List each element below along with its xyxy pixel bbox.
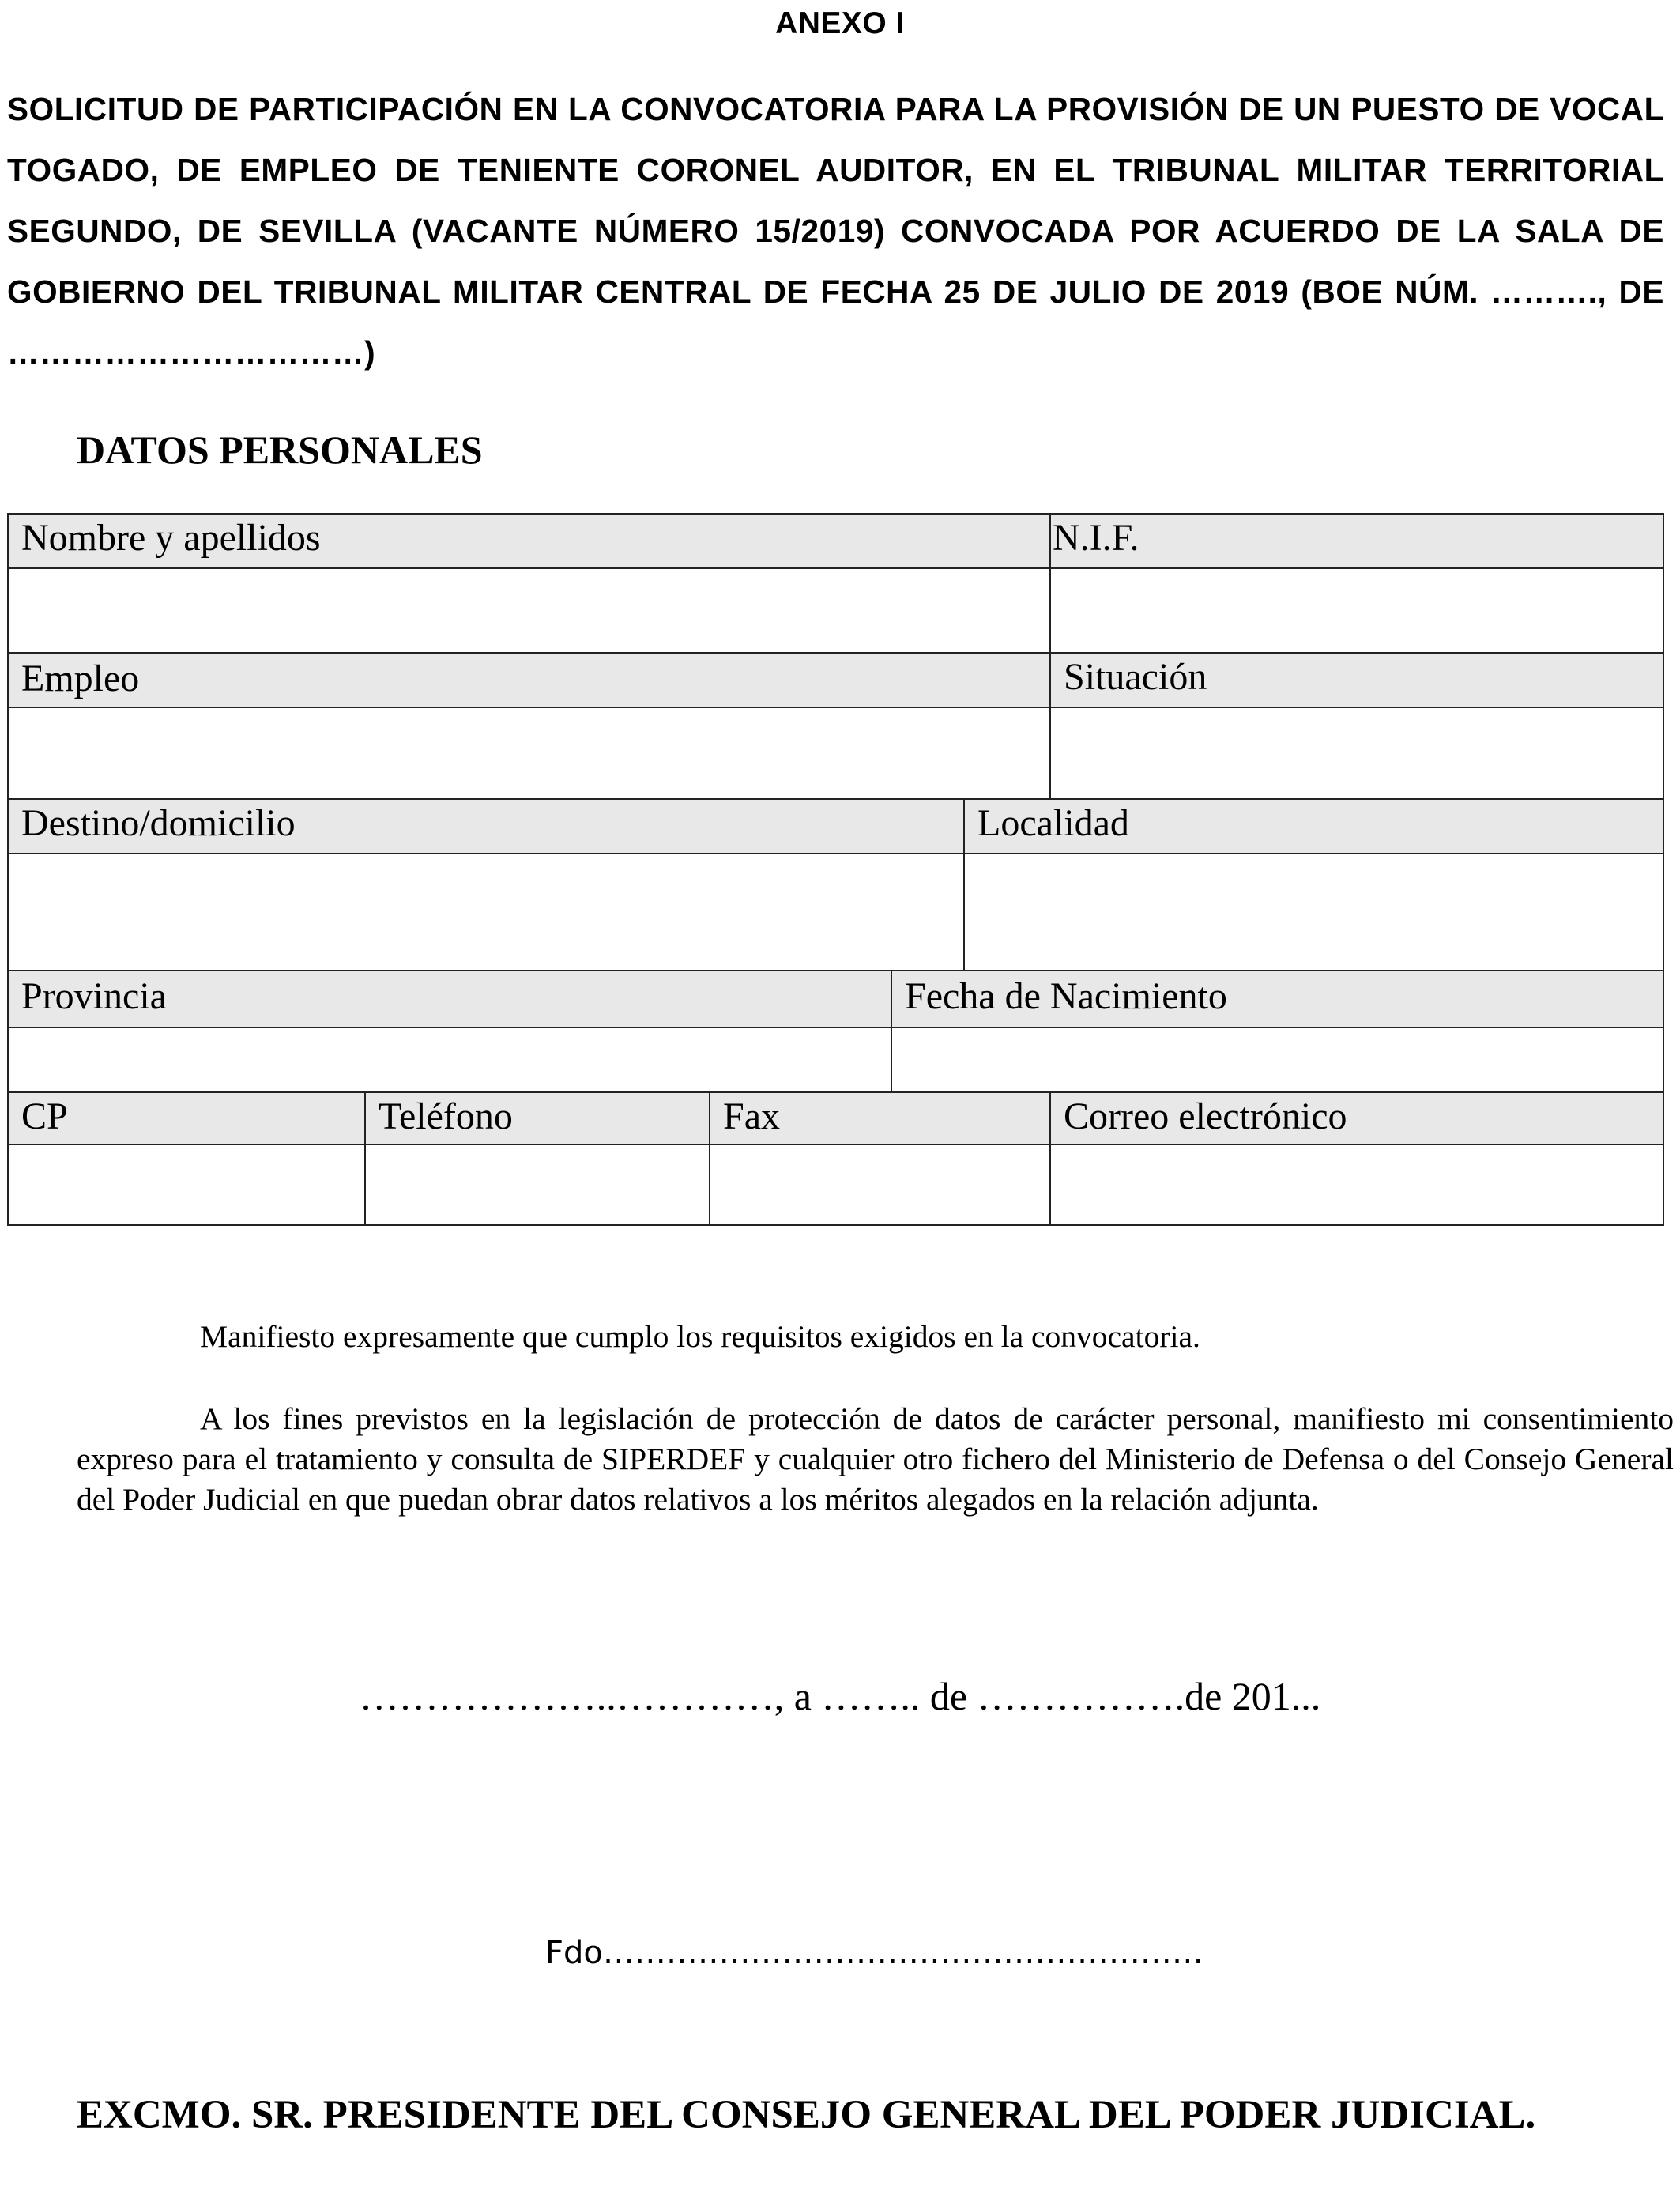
section-title-personal-data: DATOS PERSONALES bbox=[77, 428, 483, 472]
requirements-statement: Manifiesto expresamente que cumplo los requisitos exigidos en la convocatoria. bbox=[200, 1319, 1200, 1354]
label-localidad: Localidad bbox=[965, 800, 1663, 854]
addressee: EXCMO. SR. PRESIDENTE DEL CONSEJO GENERAL DEL PODER JUDICIAL. bbox=[77, 2093, 1536, 2137]
label-destino-domicilio: Destino/domicilio bbox=[9, 800, 965, 854]
label-correo-electronico: Correo electrónico bbox=[1051, 1093, 1663, 1145]
input-nombre-apellidos[interactable] bbox=[9, 569, 1051, 654]
input-cp[interactable] bbox=[9, 1145, 366, 1224]
label-cp: CP bbox=[9, 1093, 366, 1145]
input-correo-electronico[interactable] bbox=[1051, 1145, 1663, 1224]
data-protection-consent: A los fines previstos en la legislación de protección de datos de carácter personal, manifiesto mi consentimiento expreso para el tratamiento y consulta de SIPERDEF y cualquier otro fichero del Ministerio de Defensa o del Consejo General del Poder Judicial en que puedan obrar datos relativos a los méritos alegados en la relación adjunta. bbox=[77, 1401, 1674, 1517]
input-telefono[interactable] bbox=[366, 1145, 710, 1224]
input-fecha-nacimiento[interactable] bbox=[892, 1028, 1663, 1093]
label-nif: N.I.F. bbox=[1051, 515, 1663, 569]
annex-title: ANEXO I bbox=[775, 6, 905, 40]
input-situacion[interactable] bbox=[1051, 708, 1663, 800]
input-destino-domicilio[interactable] bbox=[9, 854, 965, 971]
label-nombre-apellidos: Nombre y apellidos bbox=[9, 515, 1051, 569]
input-localidad[interactable] bbox=[965, 854, 1663, 971]
input-nif[interactable] bbox=[1051, 569, 1663, 654]
label-fecha-nacimiento: Fecha de Nacimiento bbox=[892, 971, 1663, 1028]
personal-data-form bbox=[7, 513, 1664, 1226]
input-provincia[interactable] bbox=[9, 1028, 892, 1093]
input-empleo[interactable] bbox=[9, 708, 1051, 800]
label-fax: Fax bbox=[710, 1093, 1051, 1145]
label-empleo: Empleo bbox=[9, 654, 1051, 708]
request-heading: SOLICITUD DE PARTICIPACIÓN EN LA CONVOCATORIA PARA LA PROVISIÓN DE UN PUESTO DE VOCAL TOGADO, DE EMPLEO DE TENIENTE CORONEL AUDITOR, EN EL TRIBUNAL MILITAR TERRITORIAL SEGUNDO, DE SEVILLA (VACANTE NÚMERO 15/2019) CONVOCADA POR ACUERDO DE LA SALA DE GOBIERNO DEL TRIBUNAL MILITAR CENTRAL DE FECHA 25 DE JULIO DE 2019 (BOE NÚM. ………., DE ……………………………) bbox=[7, 91, 1664, 371]
input-fax[interactable] bbox=[710, 1145, 1051, 1224]
label-telefono: Teléfono bbox=[366, 1093, 710, 1145]
label-provincia: Provincia bbox=[9, 971, 892, 1028]
label-situacion: Situación bbox=[1051, 654, 1663, 708]
signature-line: Fdo………………………………………………… bbox=[545, 1935, 1203, 1971]
place-date-line: ………………..…………, a …….. de …………….de 201... bbox=[359, 1674, 1321, 1718]
